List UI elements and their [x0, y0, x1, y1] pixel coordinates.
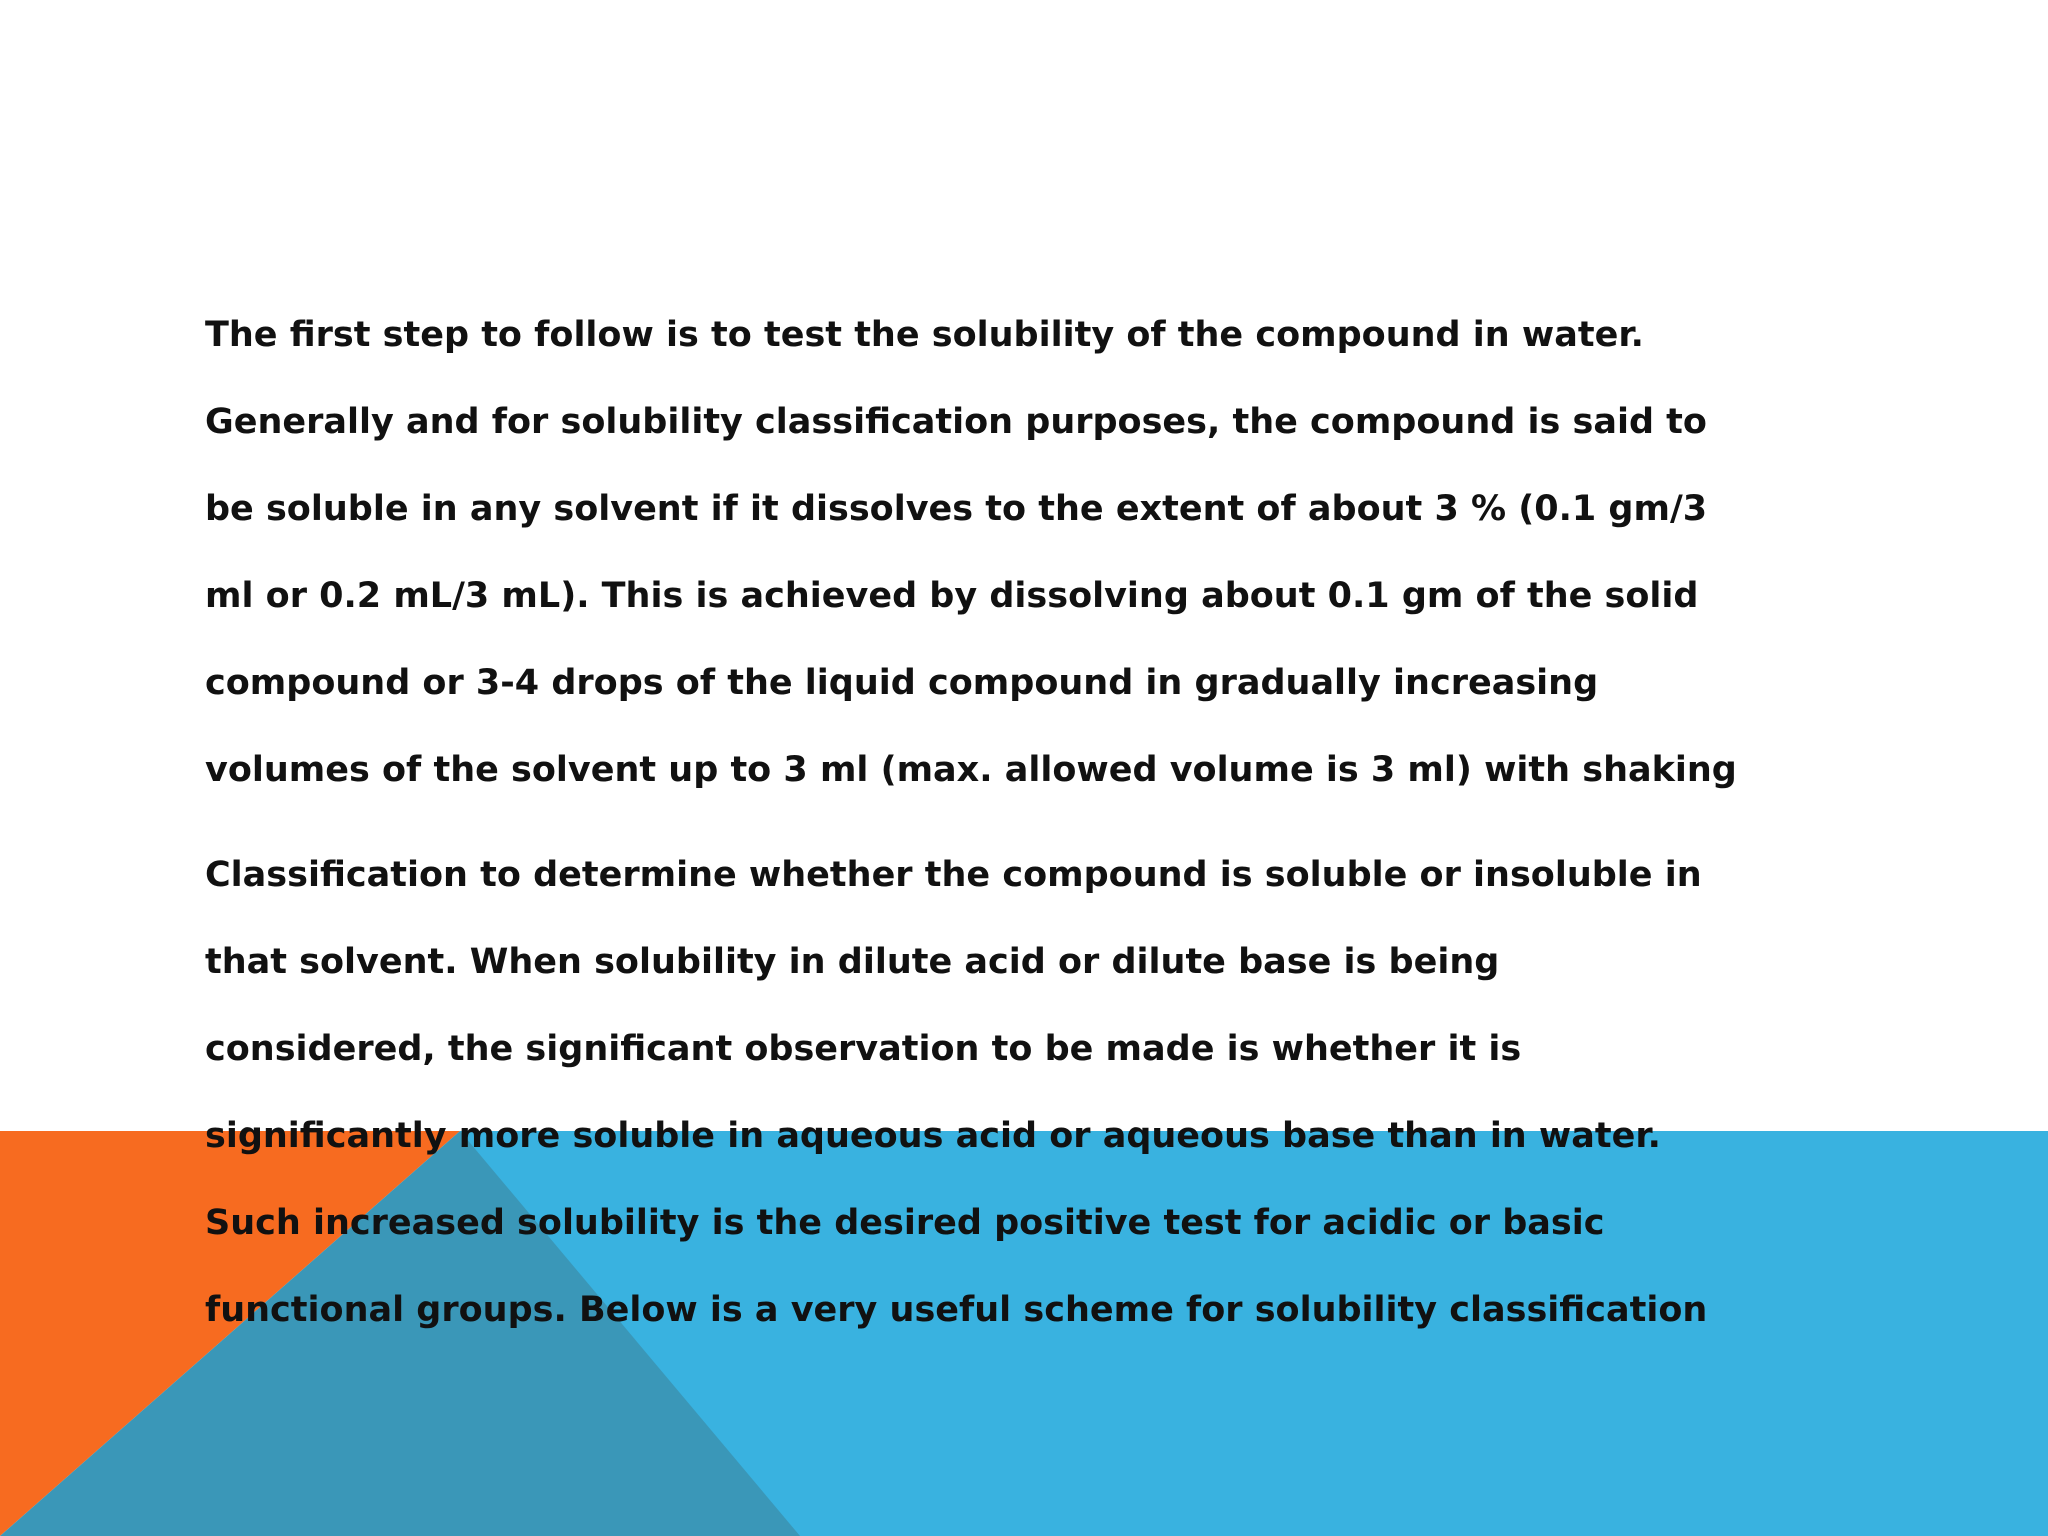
paragraph-classification — [205, 832, 1905, 1354]
text-line: The first step to follow is to test the solubility of the compound in water. — [205, 315, 1644, 355]
text-line: Such increased solubility is the desired positive test for acidic or basic — [205, 1203, 1605, 1243]
text-line: volumes of the solvent up to 3 ml (max. allowed volume is 3 ml) with shaking — [205, 750, 1737, 790]
text-line: be soluble in any solvent if it dissolves to the extent of about 3 % (0.1 gm/3 — [205, 489, 1708, 529]
text-line: significantly more soluble in aqueous acid or aqueous base than in water. — [205, 1116, 1661, 1156]
text-line: functional groups. Below is a very useful scheme for solubility classification — [205, 1290, 1708, 1330]
text-line: ml or 0.2 mL/3 mL). This is achieved by dissolving about 0.1 gm of the solid — [205, 576, 1699, 616]
text-line: Classification to determine whether the compound is soluble or insoluble in — [205, 855, 1702, 895]
text-line: that solvent. When solubility in dilute acid or dilute base is being — [205, 942, 1500, 982]
text-line: considered, the significant observation to be made is whether it is — [205, 1029, 1522, 1069]
text-line: Generally and for solubility classification purposes, the compound is said to — [205, 402, 1707, 442]
paragraph-solubility-test — [205, 292, 1905, 814]
body-text — [205, 292, 1905, 1354]
text-line: compound or 3-4 drops of the liquid compound in gradually increasing — [205, 663, 1599, 703]
